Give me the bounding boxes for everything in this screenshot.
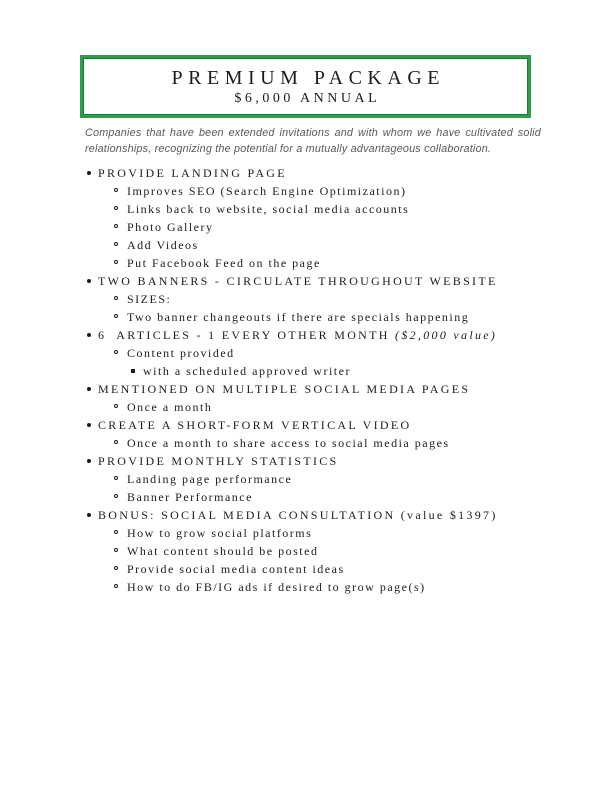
intro-paragraph: Companies that have been extended invitations and with whom we have cultivated solid relationships, recognizing the potential for a mutually advantageous collaboration. bbox=[85, 127, 541, 155]
sub-list-item bbox=[0, 290, 612, 308]
list-item-text: with a scheduled approved writer bbox=[143, 364, 351, 378]
sub-list-item bbox=[0, 182, 612, 200]
disc-bullet-icon bbox=[87, 171, 91, 175]
disc-bullet-icon bbox=[87, 333, 91, 337]
circle-bullet-icon bbox=[114, 566, 118, 570]
package-title: PREMIUM PACKAGE bbox=[171, 67, 445, 89]
disc-bullet-icon bbox=[87, 423, 91, 427]
list-item-text: How to do FB/IG ads if desired to grow page(s) bbox=[127, 580, 426, 594]
circle-bullet-icon bbox=[114, 404, 118, 408]
list-item-text: CREATE A SHORT-FORM VERTICAL VIDEO bbox=[98, 418, 412, 432]
sub-list-item bbox=[0, 560, 612, 578]
list-item-text: Content provided bbox=[127, 346, 235, 360]
sub-list-item bbox=[0, 236, 612, 254]
circle-bullet-icon bbox=[114, 260, 118, 264]
sub-list-item bbox=[0, 362, 612, 380]
disc-bullet-icon bbox=[87, 459, 91, 463]
circle-bullet-icon bbox=[114, 530, 118, 534]
circle-bullet-icon bbox=[114, 476, 118, 480]
circle-bullet-icon bbox=[114, 188, 118, 192]
list-item-text: MENTIONED ON MULTIPLE SOCIAL MEDIA PAGES bbox=[98, 382, 471, 396]
circle-bullet-icon bbox=[114, 350, 118, 354]
list-item-text: Once a month to share access to social media pages bbox=[127, 436, 450, 450]
sub-list-item bbox=[0, 488, 612, 506]
list-item bbox=[0, 272, 612, 290]
sub-list-item bbox=[0, 524, 612, 542]
circle-bullet-icon bbox=[114, 584, 118, 588]
list-item-text: Photo Gallery bbox=[127, 220, 214, 234]
circle-bullet-icon bbox=[114, 548, 118, 552]
sub-list-item bbox=[0, 254, 612, 272]
sub-list-item bbox=[0, 200, 612, 218]
list-item-text: Landing page performance bbox=[127, 472, 293, 486]
disc-bullet-icon bbox=[87, 387, 91, 391]
list-item-text: Provide social media content ideas bbox=[127, 562, 345, 576]
list-item-text: SIZES: bbox=[127, 292, 172, 306]
square-bullet-icon bbox=[131, 369, 135, 373]
circle-bullet-icon bbox=[114, 440, 118, 444]
disc-bullet-icon bbox=[87, 513, 91, 517]
list-item-text: Two banner changeouts if there are specials happening bbox=[127, 310, 470, 324]
list-item-text: Put Facebook Feed on the page bbox=[127, 256, 321, 270]
circle-bullet-icon bbox=[114, 296, 118, 300]
list-item bbox=[0, 416, 612, 434]
circle-bullet-icon bbox=[114, 314, 118, 318]
sub-list-item bbox=[0, 344, 612, 362]
sub-list-item bbox=[0, 218, 612, 236]
list-item-text: 6 ARTICLES - 1 EVERY OTHER MONTH ($2,000 value) bbox=[98, 328, 498, 342]
list-item-text: What content should be posted bbox=[127, 544, 319, 558]
list-item-text: Links back to website, social media accounts bbox=[127, 202, 410, 216]
list-item-text: PROVIDE MONTHLY STATISTICS bbox=[98, 454, 339, 468]
sub-list-item bbox=[0, 308, 612, 326]
list-item-text: How to grow social platforms bbox=[127, 526, 313, 540]
list-item bbox=[0, 380, 612, 398]
value-note: ($2,000 value) bbox=[395, 328, 498, 342]
list-item-text: TWO BANNERS - CIRCULATE THROUGHOUT WEBSITE bbox=[98, 274, 498, 288]
package-list bbox=[0, 164, 612, 596]
package-header-box bbox=[80, 55, 531, 118]
circle-bullet-icon bbox=[114, 224, 118, 228]
list-item bbox=[0, 452, 612, 470]
list-item-text: Improves SEO (Search Engine Optimization) bbox=[127, 184, 407, 198]
sub-list-item bbox=[0, 398, 612, 416]
circle-bullet-icon bbox=[114, 242, 118, 246]
list-item-text: BONUS: SOCIAL MEDIA CONSULTATION (value $1397) bbox=[98, 508, 498, 522]
sub-list-item bbox=[0, 434, 612, 452]
list-item-text: Once a month bbox=[127, 400, 213, 414]
disc-bullet-icon bbox=[87, 279, 91, 283]
package-price: $6,000 ANNUAL bbox=[234, 91, 381, 106]
list-item-text: Banner Performance bbox=[127, 490, 253, 504]
circle-bullet-icon bbox=[114, 206, 118, 210]
sub-list-item bbox=[0, 578, 612, 596]
list-item-text: Add Videos bbox=[127, 238, 199, 252]
list-item-text: PROVIDE LANDING PAGE bbox=[98, 166, 287, 180]
list-item bbox=[0, 506, 612, 524]
circle-bullet-icon bbox=[114, 494, 118, 498]
sub-list-item bbox=[0, 542, 612, 560]
list-item bbox=[0, 326, 612, 344]
sub-list-item bbox=[0, 470, 612, 488]
list-item bbox=[0, 164, 612, 182]
